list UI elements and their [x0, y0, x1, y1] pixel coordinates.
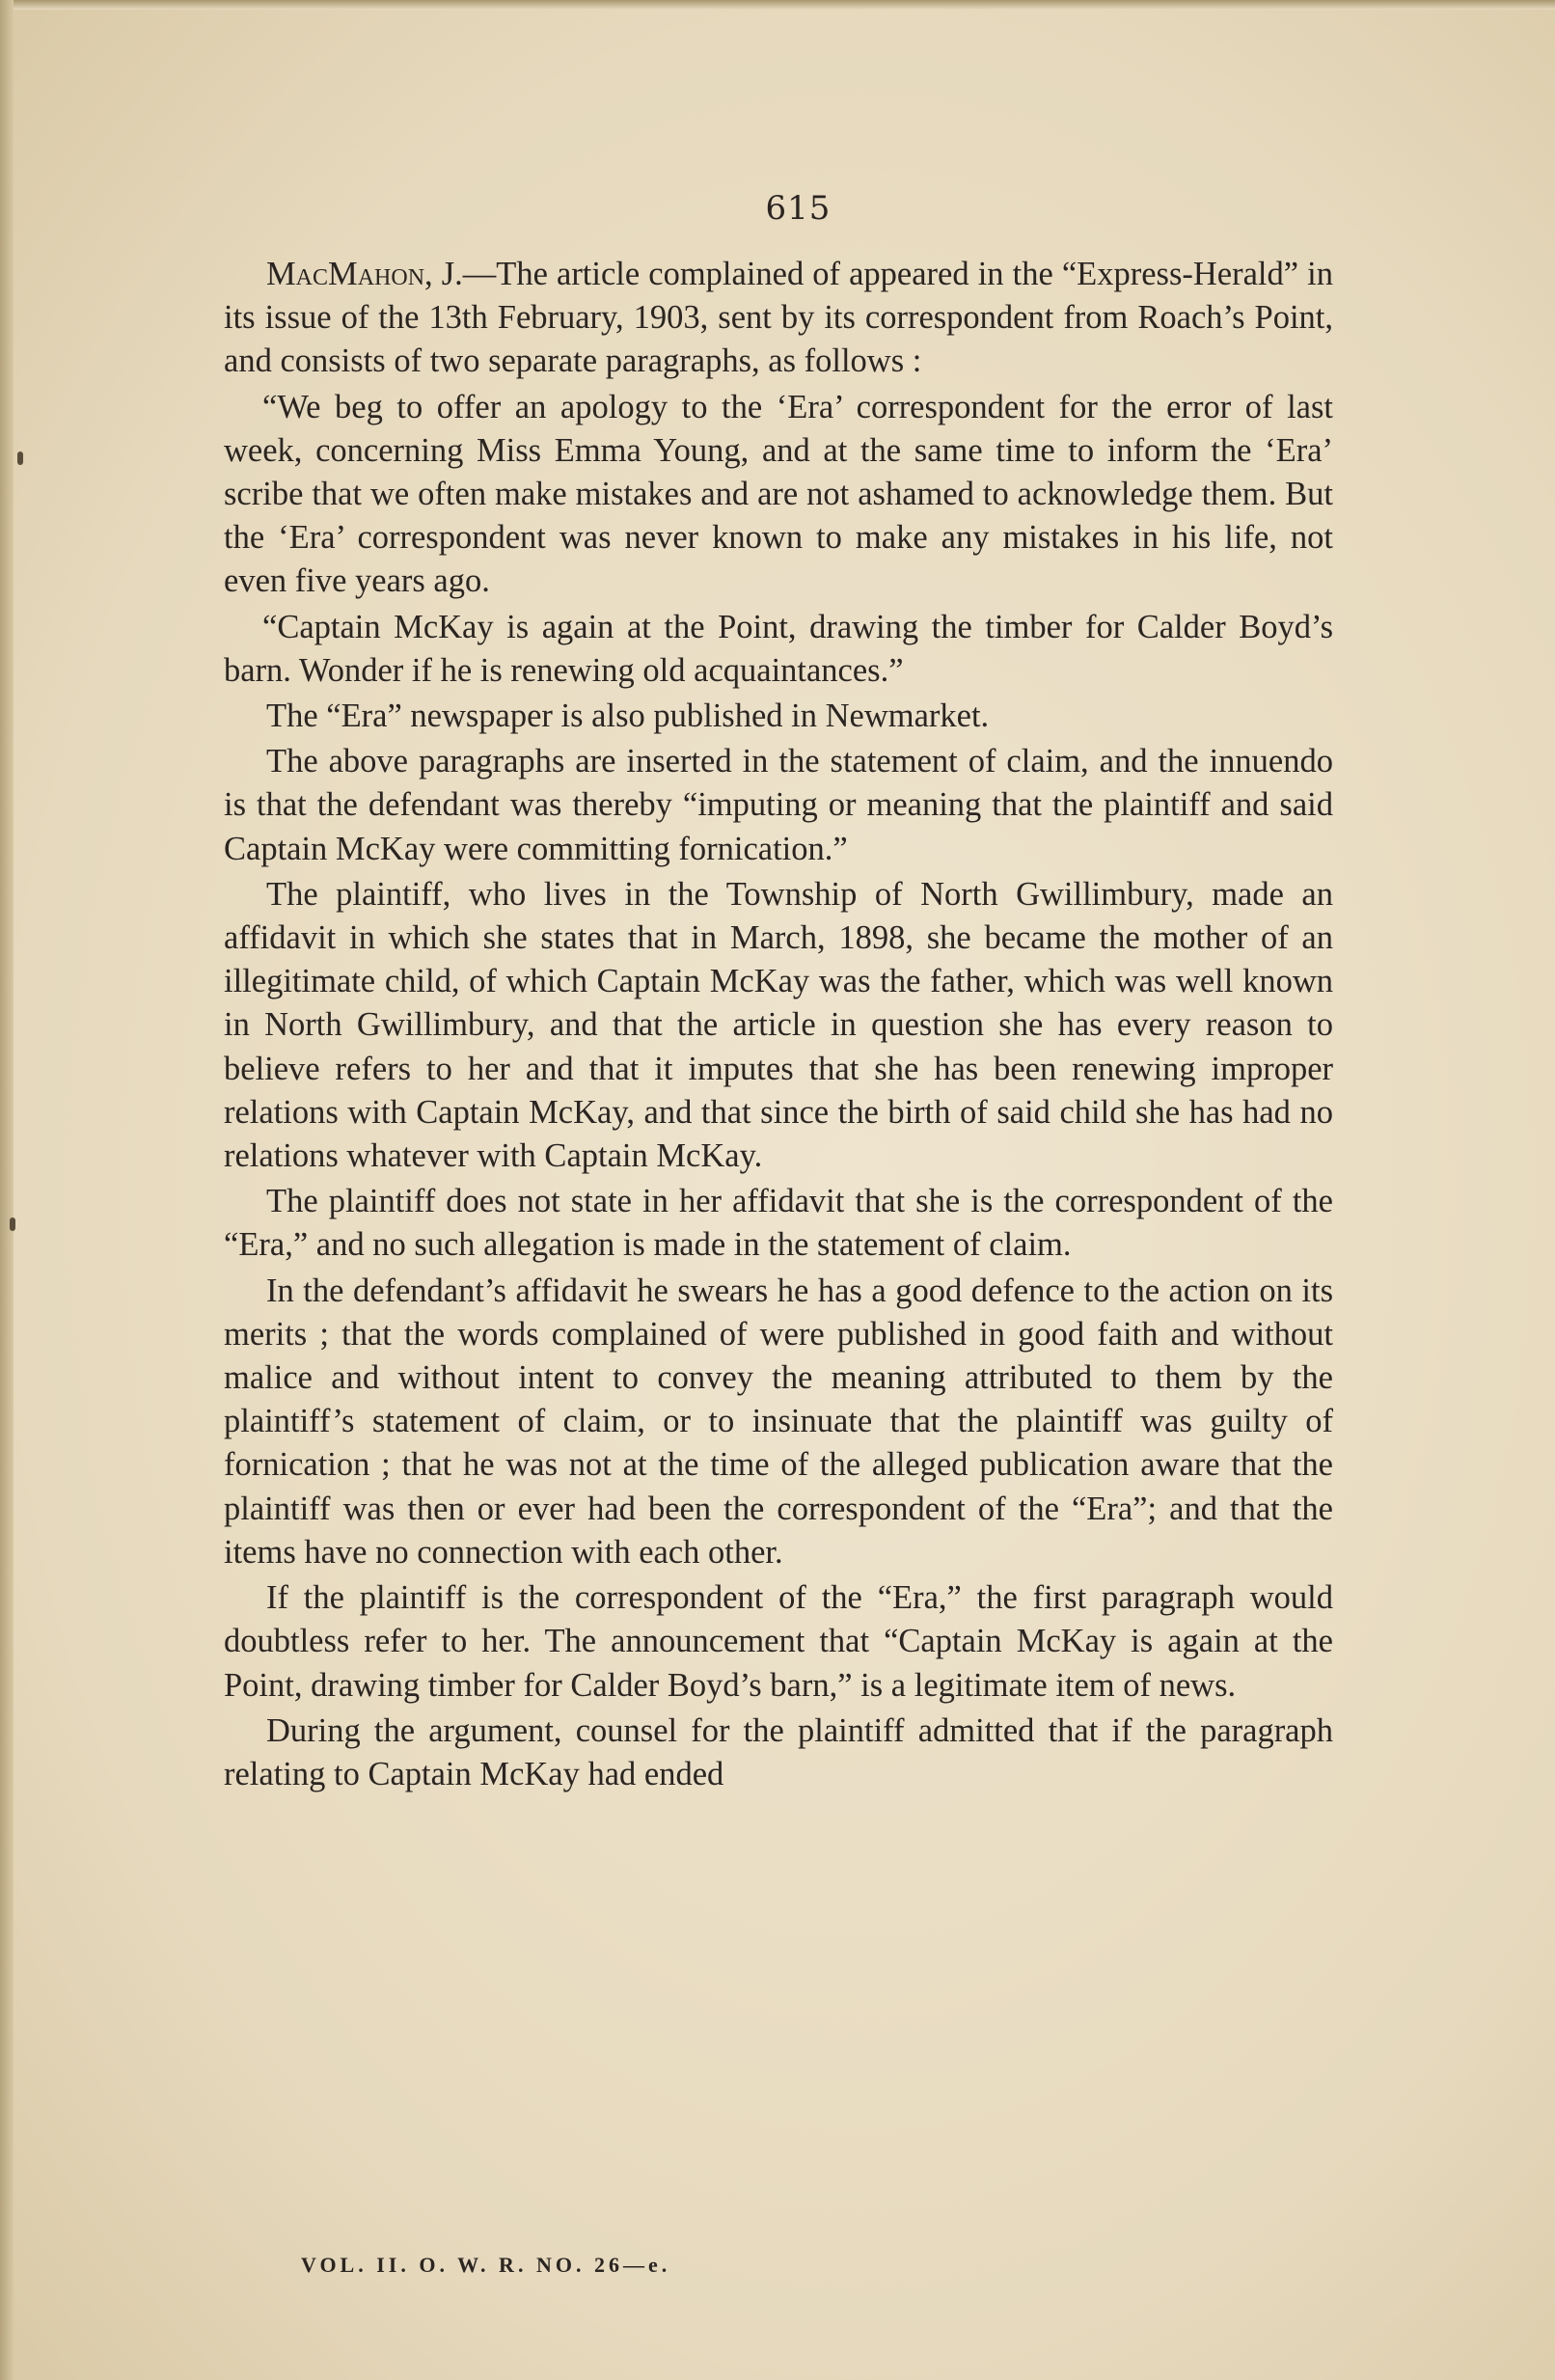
- signature-footer: VOL. II. O. W. R. NO. 26—e.: [301, 2253, 671, 2277]
- paragraph-5: The above paragraphs are inserted in the statement of claim, and the innuendo is that the defendant was thereby “imputing or meaning that the plaintiff and said Captain McKay were committing fornication.”: [224, 743, 1333, 867]
- paragraph-10: During the argument, counsel for the plaintiff admitted that if the paragraph relating to Captain McKay had ended: [224, 1711, 1333, 1792]
- page-number: 615: [765, 189, 832, 228]
- margin-mark: [10, 1217, 15, 1231]
- paragraph-1-text: The article complained of appeared in the “Express-Herald” in its issue of the 13th February, 1903, sent by its correspondent from Roach’s Point, and consists of two separate paragraphs, as follows :: [224, 256, 1333, 380]
- paragraph-7: The plaintiff does not state in her affidavit that she is the correspondent of the “Era,” and no such allegation is made in the statement of claim.: [224, 1183, 1333, 1264]
- margin-mark: [17, 451, 23, 465]
- paragraph-1: [224, 253, 1333, 384]
- page-top-edge: [0, 0, 1555, 10]
- body-text: [224, 253, 1333, 1796]
- paragraph-6: The plaintiff, who lives in the Township of North Gwillimbury, made an affidavit in which she states that in March, 1898, she became the mother of an illegitimate child, of which Captain McKay was the father, which was well known in North Gwillimbury, and that the article in question she has every reason to believe refers to her and that it imputes that she has been renewing improper relations with Captain McKay, and that since the birth of said child she has had no relations whatever with Captain McKay.: [224, 875, 1333, 1175]
- paragraph-8: In the defendant’s affidavit he swears he has a good defence to the action on its merits ; that the words complained of were published in good faith and without malice and without intent to convey the meaning attributed to them by the plaintiff’s statement of claim, or to insinuate that the plaintiff was guilty of fornication ; that he was not at the time of the alleged publication aware that the plaintiff was then or ever had been the correspondent of the “Era”; and that the items have no connection with each other.: [224, 1272, 1333, 1571]
- page-binding-edge: [0, 0, 14, 2380]
- paragraph-9: If the plaintiff is the correspondent of the “Era,” the first paragraph would doubtless refer to her. The announcement that “Captain McKay is again at the Point, drawing timber for Calder Boyd’s barn,” is a legitimate item of news.: [224, 1579, 1333, 1704]
- judge-name: MacMahon, J.: [266, 256, 463, 292]
- paragraph-3: “Captain McKay is again at the Point, drawing the timber for Calder Boyd’s barn. Wonder if he is renewing old acquaintances.”: [224, 608, 1333, 689]
- paragraph-2: “We beg to offer an apology to the ‘Era’ correspondent for the error of last week, concerning Miss Emma Young, and at the same time to inform the ‘Era’ scribe that we often make mistakes and are not ashamed to acknowledge them. But the ‘Era’ correspondent was never known to make any mistakes in his life, not even five years ago.: [224, 388, 1333, 600]
- paragraph-4: The “Era” newspaper is also published in Newmarket.: [266, 698, 990, 735]
- judge-dash: —: [462, 256, 497, 292]
